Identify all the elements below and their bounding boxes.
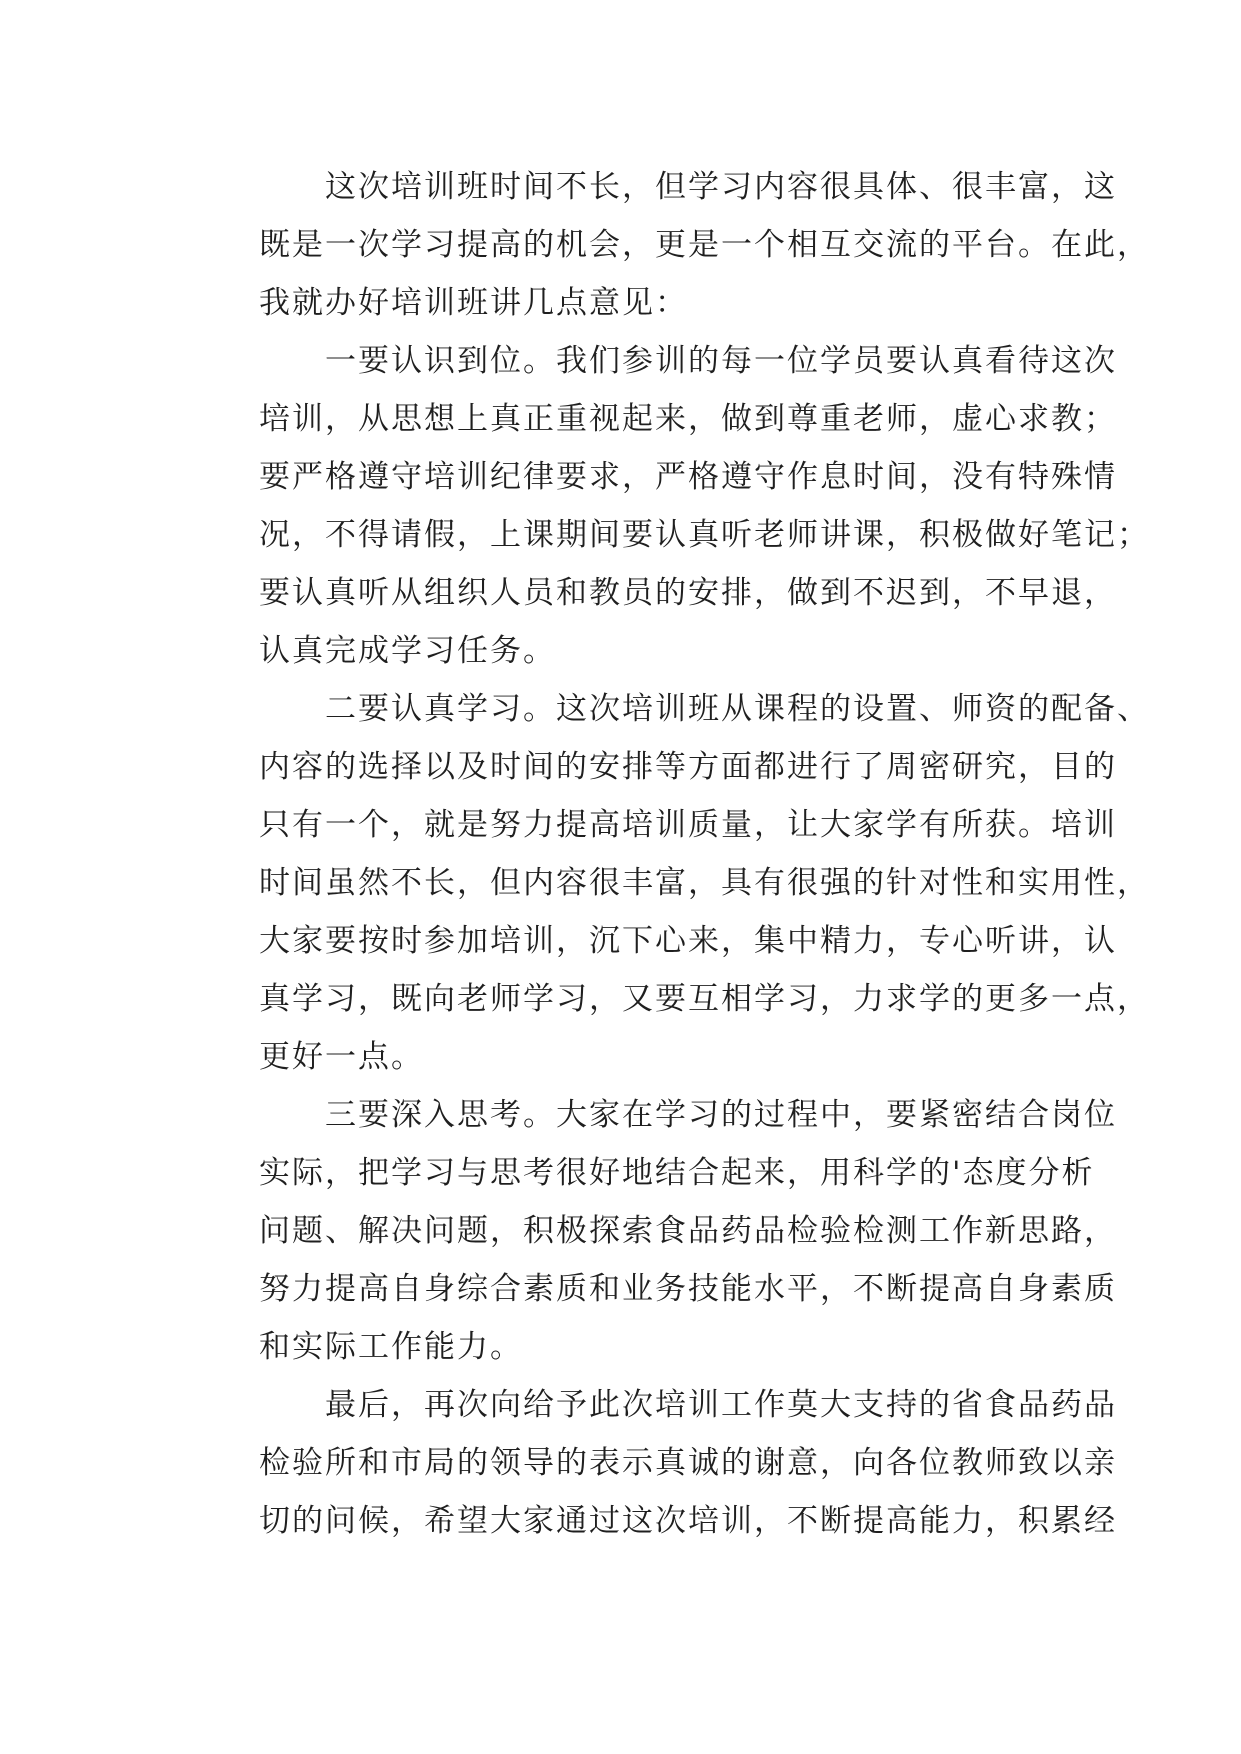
text-line: 一要认识到位。我们参训的每一位学员要认真看待这次 [325,343,1117,379]
text-line: 努力提高自身综合素质和业务技能水平，不断提高自身素质 [259,1271,1117,1307]
text-line: 实际，把学习与思考很好地结合起来，用科学的'态度分析 [259,1155,1095,1191]
paragraph-point-two [193,680,1150,1086]
paragraph-point-three [193,1086,1117,1376]
text-line: 我就办好培训班讲几点意见： [259,285,688,321]
text-line: 和实际工作能力。 [259,1329,523,1365]
text-line: 问题、解决问题，积极探索食品药品检验检测工作新思路， [259,1213,1117,1249]
text-line: 大家要按时参加培训，沉下心来，集中精力，专心听讲，认 [259,923,1117,959]
text-line: 这次培训班时间不长，但学习内容很具体、很丰富，这 [325,169,1117,205]
paragraph-point-one [193,332,1150,680]
text-line: 三要深入思考。大家在学习的过程中，要紧密结合岗位 [325,1097,1117,1133]
text-line: 认真完成学习任务。 [259,633,556,669]
text-line: 要严格遵守培训纪律要求，严格遵守作息时间，没有特殊情 [259,459,1117,495]
text-line: 检验所和市局的领导的表示真诚的谢意，向各位教师致以亲 [259,1445,1117,1481]
text-line: 时间虽然不长，但内容很丰富，具有很强的针对性和实用性， [259,865,1150,901]
paragraph-closing [193,1376,1117,1550]
text-line: 最后，再次向给予此次培训工作莫大支持的省食品药品 [325,1387,1117,1423]
paragraph-intro [193,158,1150,332]
text-line: 真学习，既向老师学习，又要互相学习，力求学的更多一点， [259,981,1150,1017]
text-line: 二要认真学习。这次培训班从课程的设置、师资的配备、 [325,691,1150,727]
text-line: 既是一次学习提高的机会，更是一个相互交流的平台。在此， [259,227,1150,263]
document-body [193,158,1150,1550]
text-line: 要认真听从组织人员和教员的安排，做到不迟到，不早退， [259,575,1117,611]
text-line: 内容的选择以及时间的安排等方面都进行了周密研究，目的 [259,749,1117,785]
text-line: 切的问候，希望大家通过这次培训，不断提高能力，积累经 [259,1503,1117,1539]
text-line: 只有一个，就是努力提高培训质量，让大家学有所获。培训 [259,807,1117,843]
text-line: 更好一点。 [259,1039,424,1075]
text-line: 培训，从思想上真正重视起来，做到尊重老师，虚心求教； [259,401,1117,437]
text-line: 况，不得请假，上课期间要认真听老师讲课，积极做好笔记； [259,517,1150,553]
